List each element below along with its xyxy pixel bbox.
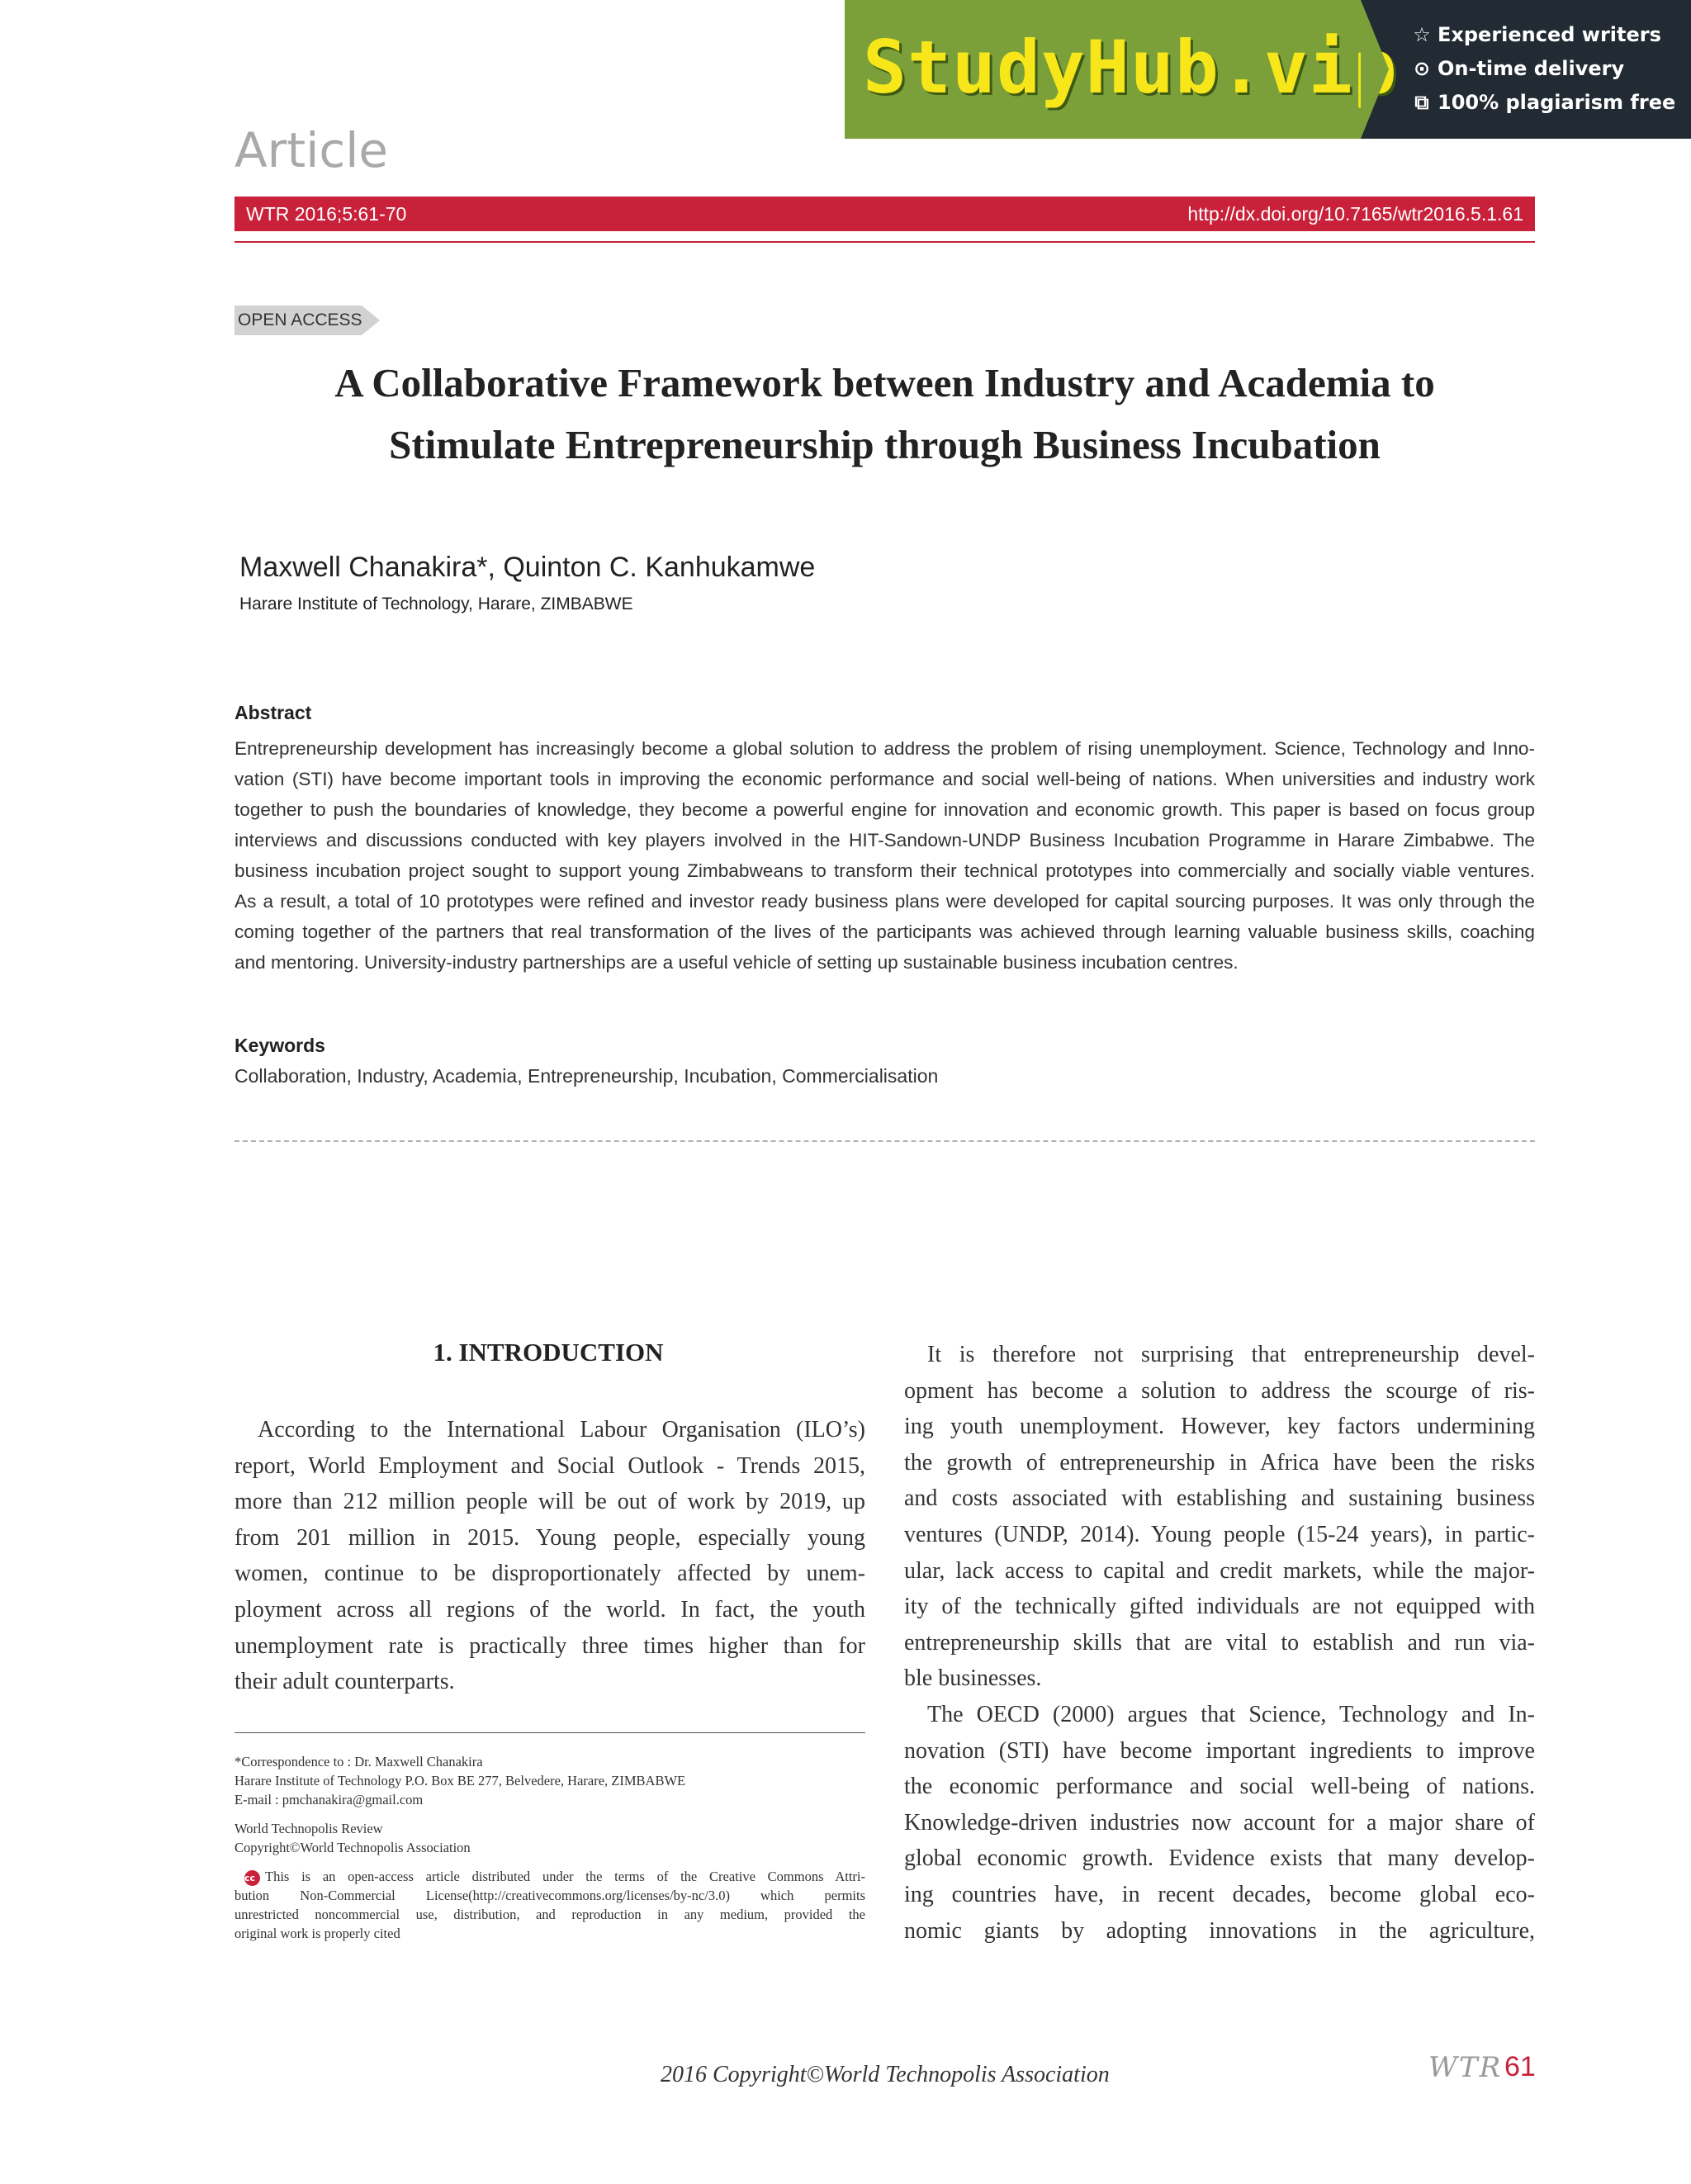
clock-icon: ⊙ [1413, 57, 1431, 80]
body-line: more than 212 million people will be out of work by 2019, up [234, 1489, 865, 1515]
footnote-rule [234, 1732, 865, 1733]
keywords-heading: Keywords [234, 1035, 325, 1056]
abstract-line: As a result, a total of 10 prototypes were refined and investor ready business plans were developed for capital sourcing purposes. It was only through the [234, 891, 1535, 912]
banner-feature-plagiarism [1411, 91, 1675, 114]
star-icon: ☆ [1413, 23, 1431, 46]
body-line: ployment across all regions of the world. In fact, the youth [234, 1596, 865, 1623]
body-line: ble businesses. [904, 1665, 1042, 1692]
body-line: ventures (UNDP, 2014). Young people (15-24 years), in partic- [904, 1521, 1535, 1547]
creative-commons-icon: cc [244, 1870, 260, 1886]
page-footer: 2016 Copyright©World Technopolis Association [661, 2062, 1110, 2087]
article-title [234, 352, 1535, 476]
citation-text: WTR 2016;5:61-70 [246, 203, 407, 225]
footnote-email[interactable]: E-mail : pmchanakira@gmail.com [234, 1792, 424, 1807]
body-line: the economic performance and social well-being of nations. [904, 1774, 1535, 1800]
page-number: 61 [1504, 2051, 1536, 2082]
footnote-address: Harare Institute of Technology P.O. Box BE 277, Belvedere, Harare, ZIMBABWE [234, 1773, 686, 1788]
abstract-body [234, 733, 1535, 978]
body-line: According to the International Labour Organisation (ILO’s) [258, 1417, 865, 1443]
body-line: ity of the technically gifted individuals are not equipped with [904, 1594, 1535, 1620]
body-line: report, World Employment and Social Outlook - Trends 2015, [234, 1452, 865, 1479]
banner-arrow [1361, 0, 1389, 139]
authors: Maxwell Chanakira*, Quinton C. Kanhukamwe [239, 552, 816, 583]
banner-feature-label: Experienced writers [1438, 23, 1661, 46]
citation-bar [234, 197, 1535, 231]
body-line: global economic growth. Evidence exists that many develop- [904, 1845, 1535, 1872]
title-line: A Collaborative Framework between Industry and Academia to [334, 360, 1435, 405]
doi-link[interactable]: http://dx.doi.org/10.7165/wtr2016.5.1.61 [1187, 203, 1523, 225]
open-access-arrow [362, 306, 380, 335]
license-text: This is an open-access article distributed under the terms of the Creative Commons Attri- [265, 1869, 865, 1884]
banner-green-panel [845, 0, 1398, 139]
body-line: ular, lack access to capital and credit markets, while the major- [904, 1557, 1535, 1584]
copy-icon: ⧉ [1414, 91, 1429, 114]
body-line: their adult counterparts. [234, 1669, 455, 1695]
body-line: ing youth unemployment. However, key factors undermining [904, 1414, 1535, 1440]
license-line [234, 1867, 865, 1886]
license-line: original work is properly cited [234, 1926, 400, 1941]
footnote [234, 1752, 865, 1943]
body-line: entrepreneurship skills that are vital to establish and run via- [904, 1629, 1535, 1656]
intro-heading: 1. INTRODUCTION [433, 1338, 664, 1367]
abstract-line: interviews and discussions conducted with key players involved in the HIT-Sandown-UNDP Business Incubation Programme in Harare Zimbabwe. The [234, 830, 1535, 850]
intro-left-column [234, 1412, 865, 1700]
footnote-correspondence: *Correspondence to : Dr. Maxwell Chanakira [234, 1754, 483, 1769]
abstract-line: vation (STI) have become important tools in improving the economic performance and social well-being of nations. When universities and industry work [234, 769, 1535, 789]
title-line: Stimulate Entrepreneurship through Business Incubation [389, 422, 1381, 467]
body-line: from 201 million in 2015. Young people, especially young [234, 1524, 865, 1551]
keywords-list: Collaboration, Industry, Academia, Entrepreneurship, Incubation, Commercialisation [234, 1065, 939, 1087]
body-line: Knowledge-driven industries now account for a major share of [904, 1809, 1535, 1836]
body-line: nomic giants by adopting innovations in the agriculture, [904, 1917, 1535, 1944]
header-rule [234, 241, 1535, 243]
body-line: novation (STI) have become important ingredients to improve [904, 1737, 1535, 1764]
intro-right-column [904, 1337, 1535, 1949]
banner-feature-label: On-time delivery [1438, 57, 1625, 80]
affiliation: Harare Institute of Technology, Harare, ZIMBABWE [239, 595, 633, 614]
open-access-label: OPEN ACCESS [234, 306, 362, 335]
body-line: and costs associated with establishing and sustaining business [904, 1485, 1535, 1512]
abstract-line: business incubation project sought to support young Zimbabweans to transform their technical prototypes into commercially and socially viable ventures. [234, 860, 1535, 881]
footnote-copyright: Copyright©World Technopolis Association [234, 1840, 471, 1855]
body-line: It is therefore not surprising that entrepreneurship devel- [927, 1342, 1535, 1367]
license-line: bution Non-Commercial License(http://creativecommons.org/licenses/by-nc/3.0) which permits [234, 1888, 865, 1903]
banner-logo[interactable]: StudyHub.vip [863, 25, 1398, 110]
section-divider [234, 1140, 1535, 1142]
section-label: Article [234, 122, 389, 178]
banner-feature-delivery [1411, 57, 1624, 80]
body-line: ing countries have, in recent decades, become global eco- [904, 1881, 1535, 1907]
banner-feature-writers [1411, 23, 1661, 46]
abstract-line: coming together of the partners that real transformation of the lives of the participants was achieved through learning valuable business skills, coaching [234, 921, 1535, 942]
body-line: the growth of entrepreneurship in Africa have been the risks [904, 1449, 1535, 1476]
abstract-line: and mentoring. University-industry partnerships are a useful vehicle of setting up sustainable business incubation centres. [234, 952, 1239, 973]
banner-feature-label: 100% plagiarism free [1438, 91, 1676, 114]
journal-mark: WTR [1428, 2051, 1503, 2084]
abstract-line: together to push the boundaries of knowledge, they become a powerful engine for innovation and economic growth. This paper is based on focus group [234, 799, 1535, 820]
abstract-heading: Abstract [234, 702, 312, 723]
footnote-journal: World Technopolis Review [234, 1821, 383, 1836]
body-line: women, continue to be disproportionately affected by unem- [234, 1561, 865, 1587]
body-line: The OECD (2000) argues that Science, Technology and In- [927, 1701, 1535, 1727]
body-line: unemployment rate is practically three times higher than for [234, 1632, 865, 1659]
studyhub-banner[interactable] [845, 0, 1691, 139]
abstract-line: Entrepreneurship development has increasingly become a global solution to address the problem of rising unemployment. Science, Technology and Inno- [234, 738, 1535, 759]
body-line: opment has become a solution to address the scourge of ris- [904, 1377, 1535, 1404]
license-line: unrestricted noncommercial use, distribution, and reproduction in any medium, provided the [234, 1907, 865, 1922]
